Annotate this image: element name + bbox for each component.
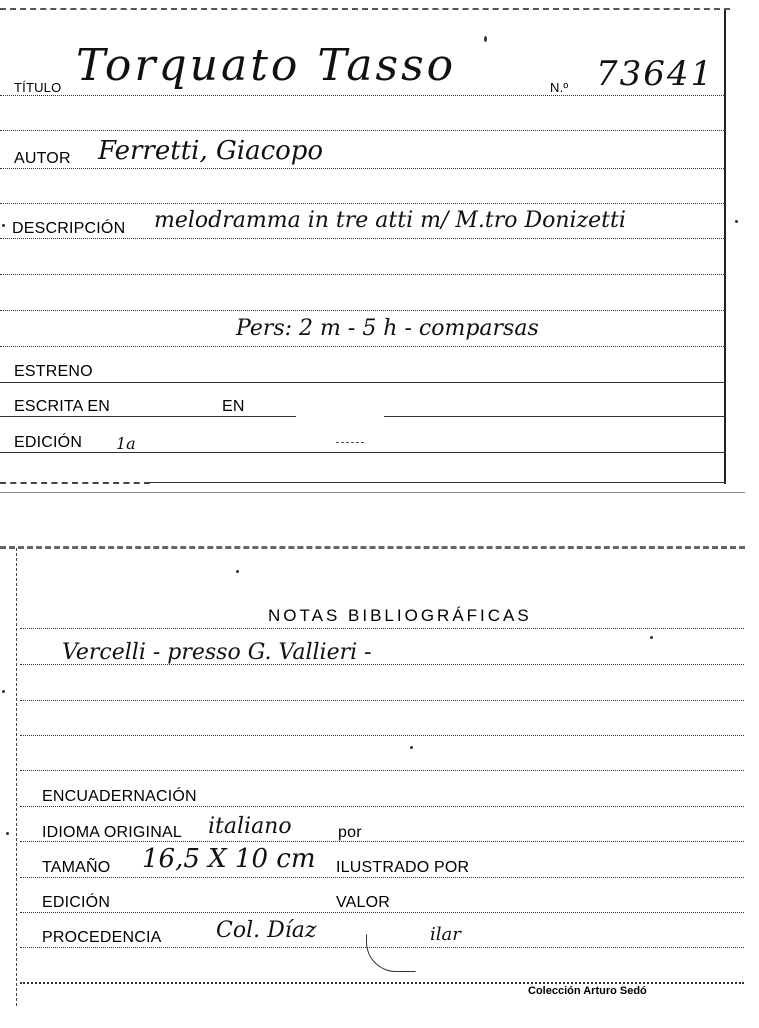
rule-line: [0, 95, 726, 96]
pen-mark: [336, 442, 364, 443]
notes-value: Vercelli - presso G. Vallieri -: [62, 640, 372, 665]
ink-speck: [6, 832, 9, 835]
ink-speck: [2, 690, 5, 693]
ink-speck: [2, 224, 5, 227]
description-label: DESCRIPCIÓN: [12, 220, 126, 237]
rule-line: [20, 912, 744, 913]
ink-speck: [735, 220, 738, 223]
ink-speck: [410, 746, 413, 749]
rule-line: [0, 238, 726, 239]
edicion-label-bottom: EDICIÓN: [42, 894, 111, 911]
ink-speck: [484, 36, 487, 42]
procedencia-extra: ilar: [430, 924, 461, 945]
escrita-label: ESCRITA EN: [14, 398, 110, 415]
rule-line: [0, 274, 726, 275]
notes-heading: NOTAS BIBLIOGRÁFICAS: [268, 606, 532, 625]
tamano-label: TAMAÑO: [42, 859, 111, 876]
en-label: EN: [222, 398, 245, 415]
procedencia-value: Col. Díaz: [216, 918, 317, 943]
encuadernacion-label: ENCUADERNACIÓN: [42, 788, 197, 805]
rule-line: [20, 770, 744, 771]
estreno-label: ESTRENO: [14, 363, 93, 380]
rule-line: [20, 982, 744, 984]
number-label: N.º: [550, 80, 569, 95]
rule-line: [20, 628, 744, 629]
author-value: Ferretti, Giacopo: [98, 136, 324, 166]
number-value: 73641: [596, 54, 715, 94]
edicion-value: 1a: [116, 434, 136, 453]
procedencia-label: PROCEDENCIA: [42, 929, 162, 946]
ink-speck: [236, 570, 239, 573]
rule-line: [384, 416, 726, 417]
rule-line: [0, 168, 726, 169]
valor-label: VALOR: [336, 894, 391, 911]
edicion-label: EDICIÓN: [14, 434, 83, 451]
collection-credit: Colección Arturo Sedó: [528, 985, 647, 997]
card-right-border: [724, 8, 726, 484]
rule-line: [0, 310, 726, 311]
pen-curve: [366, 934, 416, 972]
rule-line: [20, 877, 744, 878]
rule-line: [20, 700, 744, 701]
ilustrado-label: ILUSTRADO POR: [336, 859, 470, 876]
card-bottom-edge: [150, 482, 726, 483]
title-value: Torquato Tasso: [76, 40, 457, 91]
card-top-edge: [0, 546, 745, 549]
rule-line: [20, 664, 744, 665]
catalog-card-top: [0, 8, 732, 492]
ink-speck: [650, 636, 653, 639]
idioma-label: IDIOMA ORIGINAL: [42, 824, 182, 841]
rule-line: [0, 416, 296, 417]
idioma-value: italiano: [208, 814, 292, 839]
tamano-value: 16,5 X 10 cm: [142, 844, 316, 874]
rule-line: [20, 806, 744, 807]
catalog-card-bottom: [16, 546, 746, 1008]
rule-line: [0, 130, 726, 131]
rule-line: [0, 203, 726, 204]
rule-line: [0, 452, 726, 453]
rule-line: [20, 735, 744, 736]
card-top-edge: [0, 8, 730, 10]
description-value: melodramma in tre atti m/ M.tro Donizetti: [154, 208, 626, 233]
por-label: por: [338, 824, 362, 841]
personajes-value: Pers: 2 m - 5 h - comparsas: [236, 316, 539, 341]
rule-line: [0, 346, 726, 347]
card-left-border: [16, 548, 17, 1006]
title-label: TÍTULO: [14, 80, 62, 95]
card-bottom-edge: [0, 482, 150, 484]
rule-line: [0, 382, 726, 383]
author-label: AUTOR: [14, 150, 71, 167]
card-cut-line: [0, 492, 745, 493]
